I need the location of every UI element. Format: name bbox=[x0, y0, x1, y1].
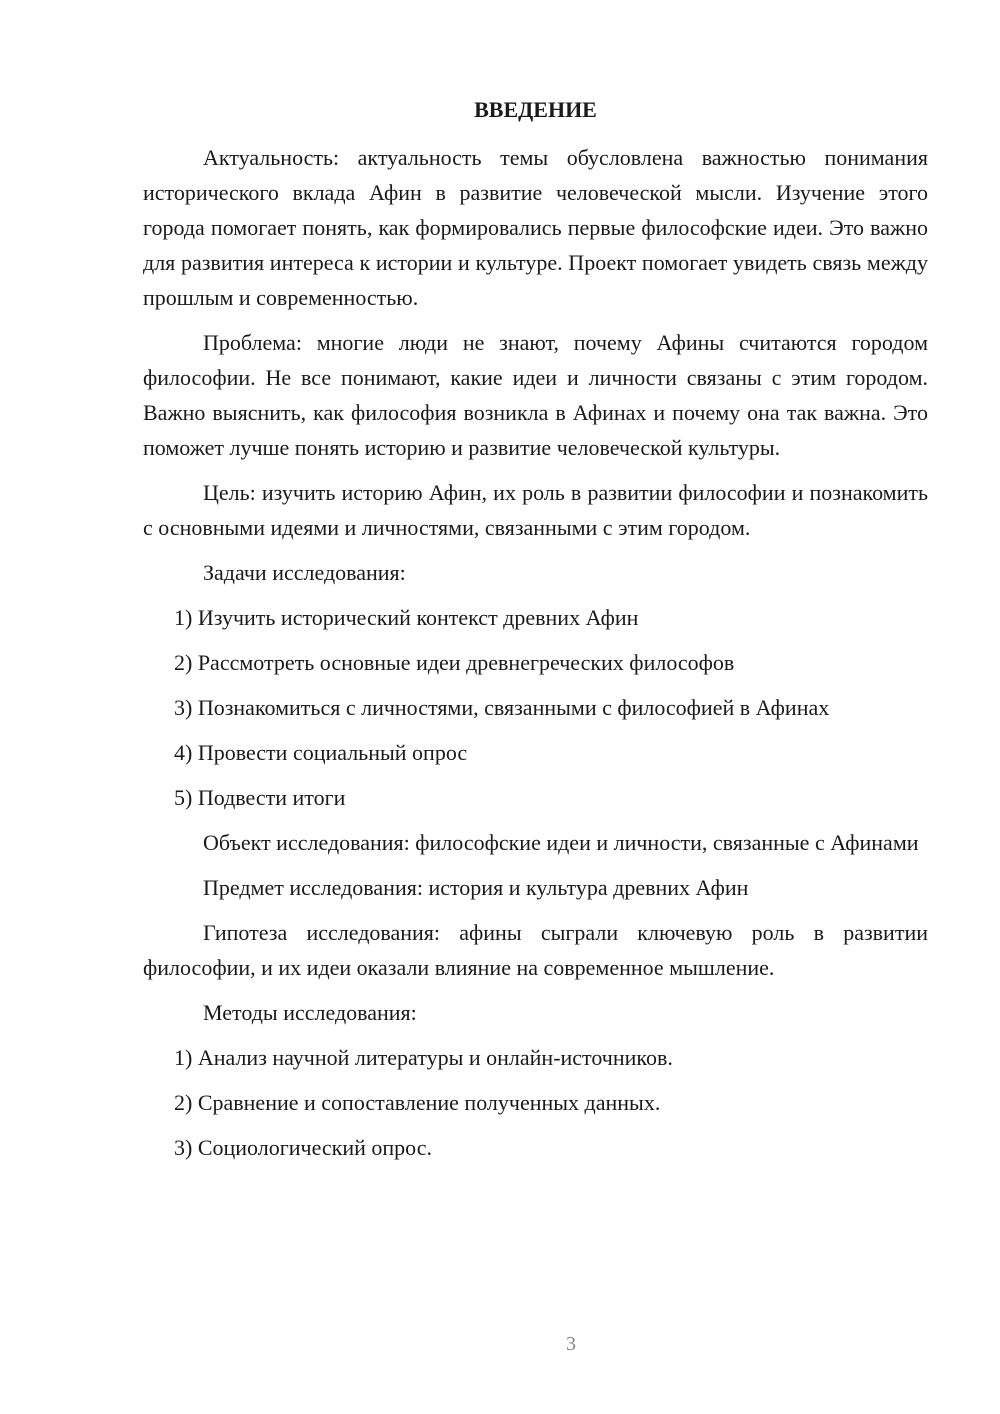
goal-paragraph: Цель: изучить историю Афин, их роль в развитии философии и познакомить с основными идеями и личностями, связанными с этим городом. bbox=[143, 480, 928, 540]
page-number: 3 bbox=[566, 1333, 576, 1355]
methods-list bbox=[143, 1040, 928, 1165]
method-item: 2) Сравнение и сопоставление полученных данных. bbox=[174, 1090, 661, 1115]
section-title: ВВЕДЕНИЕ bbox=[474, 97, 597, 122]
method-item: 1) Анализ научной литературы и онлайн-источников. bbox=[174, 1045, 673, 1070]
method-item: 3) Социологический опрос. bbox=[174, 1135, 432, 1160]
problem-paragraph: Проблема: многие люди не знают, почему Афины считаются городом философии. Не все понимают, какие идеи и личности связаны с этим городом. Важно выяснить, как философия возникла в Афинах и почему она так важна. Это поможет лучше понять историю и развитие человеческой культуры. bbox=[143, 330, 928, 460]
document-page bbox=[143, 95, 928, 1175]
task-item: 3) Познакомиться с личностями, связанными с философией в Афинах bbox=[174, 695, 830, 720]
relevance-paragraph: Актуальность: актуальность темы обусловлена важностью понимания исторического вклада Афин в развитие человеческой мысли. Изучение этого города помогает понять, как формировались первые философские идеи. Это важно для развития интереса к истории и культуре. Проект помогает увидеть связь между прошлым и современностью. bbox=[143, 145, 928, 310]
methods-label: Методы исследования: bbox=[203, 1000, 417, 1025]
tasks-list bbox=[143, 600, 928, 815]
task-item: 1) Изучить исторический контекст древних Афин bbox=[174, 605, 639, 630]
subject-paragraph: Предмет исследования: история и культура древних Афин bbox=[203, 875, 749, 900]
task-item: 2) Рассмотреть основные идеи древнегреческих философов bbox=[174, 650, 735, 675]
hypothesis-paragraph: Гипотеза исследования: афины сыграли ключевую роль в развитии философии, и их идеи оказали влияние на современное мышление. bbox=[143, 920, 928, 980]
tasks-label: Задачи исследования: bbox=[203, 560, 406, 585]
task-item: 4) Провести социальный опрос bbox=[174, 740, 468, 765]
task-item: 5) Подвести итоги bbox=[174, 785, 346, 810]
object-paragraph: Объект исследования: философские идеи и личности, связанные с Афинами bbox=[203, 830, 919, 855]
